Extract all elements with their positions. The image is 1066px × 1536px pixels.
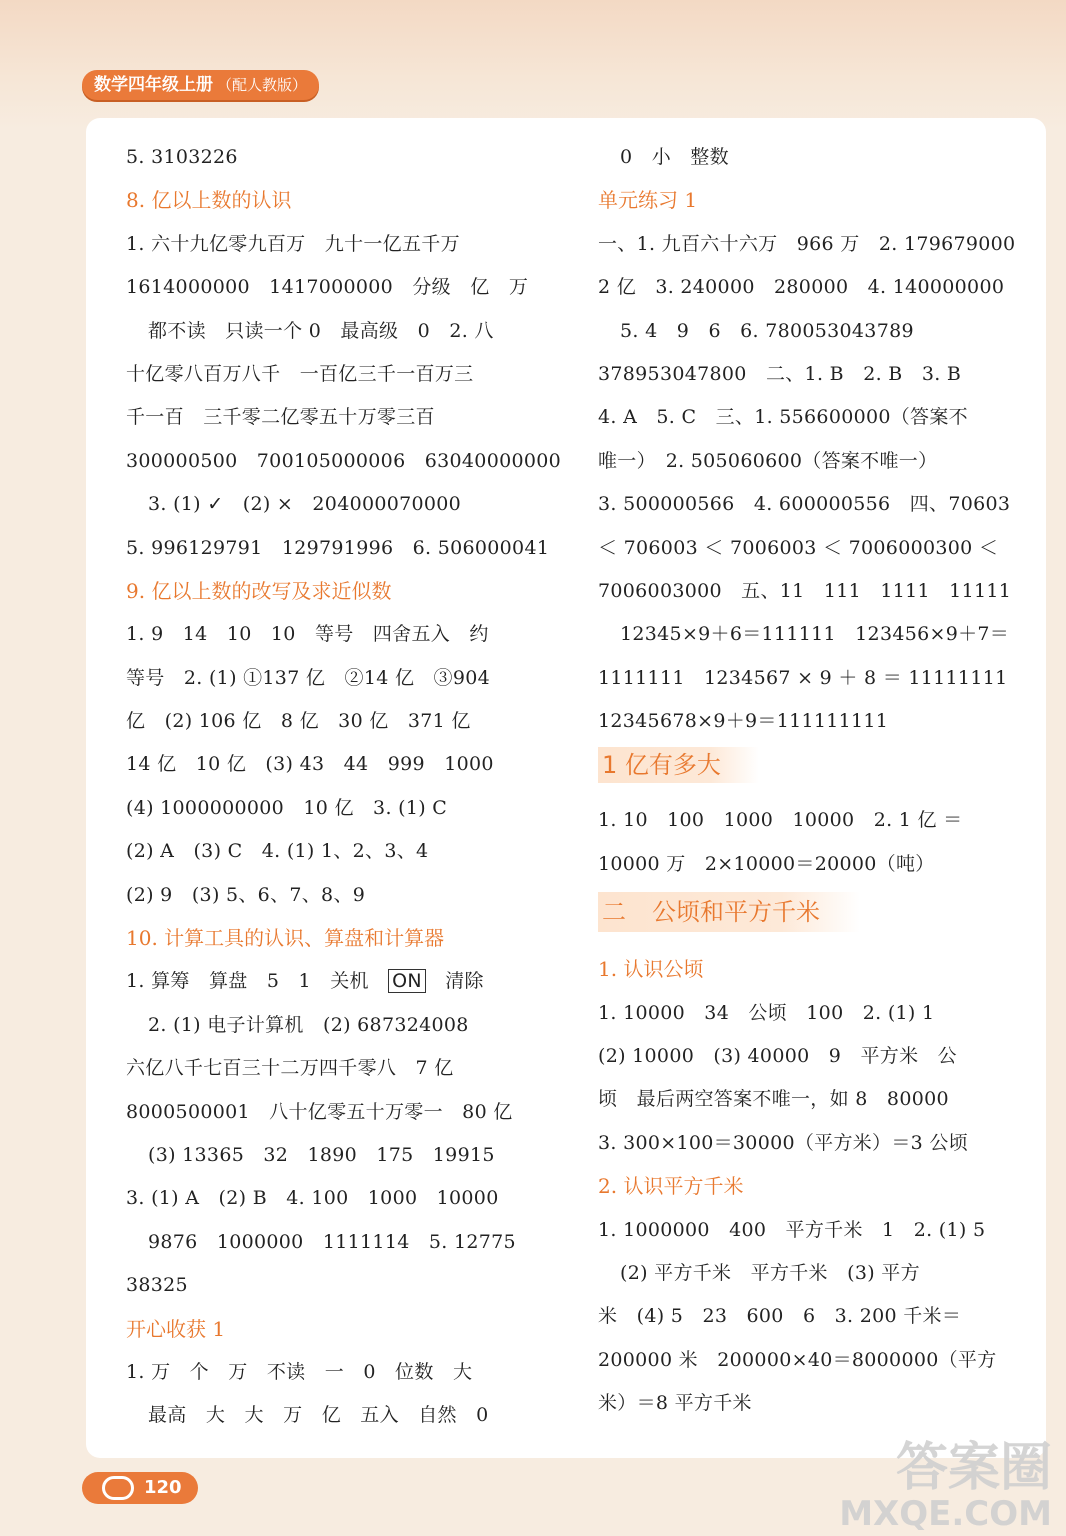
answer-line: 3. 500000566 4. 600000556 四、70603	[598, 493, 1011, 516]
answer-line: 200000 米 200000×40＝8000000（平方	[598, 1348, 997, 1371]
answer-line: 12345×9＋6＝111111 123456×9＋7＝	[620, 623, 1010, 646]
answer-line: 顷 最后两空答案不唯一，如 8 80000	[598, 1088, 949, 1111]
answer-line: 最高 大 大 万 亿 五入 自然 0	[148, 1404, 489, 1427]
answer-line: 10000 万 2×10000＝20000（吨）	[598, 852, 935, 875]
answer-line: 米）＝8 平方千米	[598, 1392, 752, 1415]
right-column	[598, 136, 1016, 1426]
answer-line: 5. 3103226	[126, 146, 238, 168]
page-badge-icon	[102, 1476, 134, 1500]
chapter-heading-row	[598, 886, 1010, 948]
section-title: 9. 亿以上数的改写及求近似数	[126, 578, 392, 603]
answer-line: 千一百 三千零二亿零五十万零三百	[126, 406, 435, 429]
answer-line: 7006003000 五、11 111 1111 11111	[598, 579, 1012, 602]
book-title: 数学四年级上册	[94, 75, 213, 95]
answer-line: 5. 4 9 6 6. 780053043789	[620, 319, 914, 342]
section-title: 开心收获 1	[126, 1316, 226, 1341]
watermark-top: 答案圈	[895, 1438, 1052, 1498]
answer-line: 1. 万 个 万 不读 一 0 位数 大	[126, 1360, 473, 1383]
answer-line: 等号 2. (1) ①137 亿 ②14 亿 ③904	[126, 666, 491, 689]
answer-line: (3) 13365 32 1890 175 19915	[148, 1143, 495, 1166]
answer-line: 1. 10 100 1000 10000 2. 1 亿 ＝	[598, 809, 963, 832]
left-column	[126, 136, 562, 1438]
answer-line: 亿 (2) 106 亿 8 亿 30 亿 371 亿	[126, 710, 471, 733]
answer-line: 1. 9 14 10 10 等号 四舍五入 约	[126, 623, 489, 646]
unit-heading-row	[598, 743, 1010, 799]
answer-line: (2) 9 (3) 5、6、7、8、9	[126, 883, 366, 906]
answer-line: 1. 1000000 400 平方千米 1 2. (1) 5	[598, 1218, 986, 1241]
section-title: 单元练习 1	[598, 188, 698, 213]
answer-line: 2. (1) 电子计算机 (2) 687324008	[148, 1013, 469, 1036]
section-title: 10. 计算工具的认识、算盘和计算器	[126, 926, 445, 951]
answer-line: (2) A (3) C 4. (1) 1、2、3、4	[126, 840, 429, 863]
watermark-bottom: MXQE.COM	[839, 1494, 1052, 1534]
answer-line: 1111111 1234567 × 9 ＋ 8 ＝ 11111111	[598, 666, 1008, 689]
section-title: 8. 亿以上数的认识	[126, 188, 292, 213]
answer-line: 14 亿 10 亿 (3) 43 44 999 1000	[126, 753, 494, 776]
section-title: 2. 认识平方千米	[598, 1174, 744, 1199]
answer-line: 300000500 700105000006 63040000000	[126, 449, 562, 472]
answer-line: 378953047800 二、1. B 2. B 3. B	[598, 362, 962, 385]
answer-line: 一、1. 九百六十六万 966 万 2. 179679000	[598, 232, 1016, 255]
book-header-tag	[82, 70, 319, 100]
answer-text: 1. 算筹 算盘 5 1 关机	[126, 970, 389, 993]
page-number-badge	[82, 1472, 198, 1504]
answer-line: 米 (4) 5 23 600 6 3. 200 千米＝	[598, 1305, 962, 1328]
answer-line: 38325	[126, 1274, 188, 1297]
on-key-label: ON	[388, 969, 426, 993]
answer-line: 9876 1000000 1111114 5. 12775	[148, 1230, 516, 1253]
answer-line: 5. 996129791 129791996 6. 506000041	[126, 536, 550, 559]
chapter-number: 二	[602, 898, 626, 927]
answer-line	[126, 960, 536, 1003]
answer-line: 2 亿 3. 240000 280000 4. 140000000	[598, 276, 1005, 299]
answer-line: (4) 1000000000 10 亿 3. (1) C	[126, 796, 448, 819]
page-number: 120	[144, 1477, 182, 1498]
section-title: 1. 认识公顷	[598, 957, 704, 982]
chapter-title: 公顷和平方千米	[652, 898, 820, 927]
unit-heading: 1 亿有多大	[598, 747, 759, 783]
answer-line: 唯一） 2. 505060600（答案不唯一）	[598, 449, 938, 472]
book-edition: （配人教版）	[217, 76, 308, 94]
answer-line: 1. 六十九亿零九百万 九十一亿五千万	[126, 232, 460, 255]
watermark	[839, 1440, 1052, 1532]
answer-line: ＜ 706003 ＜ 7006003 ＜ 7006000300 ＜	[598, 536, 999, 559]
top-band	[0, 0, 1066, 130]
answer-line: 8000500001 八十亿零五十万零一 80 亿	[126, 1100, 513, 1123]
answer-line: 4. A 5. C 三、1. 556600000（答案不	[598, 406, 968, 429]
chapter-heading	[598, 892, 860, 932]
answer-line: 都不读 只读一个 0 最高级 0 2. 八	[148, 319, 494, 342]
answer-line: 12345678×9＋9＝111111111	[598, 710, 889, 733]
answer-line: 1614000000 1417000000 分级 亿 万	[126, 276, 529, 299]
answer-line: 3. 300×100＝30000（平方米）＝3 公顷	[598, 1131, 968, 1154]
answer-line: 十亿零八百万八千 一百亿三千一百万三	[126, 362, 474, 385]
answer-line: (2) 10000 (3) 40000 9 平方米 公	[598, 1045, 957, 1068]
answer-text: 清除	[425, 970, 484, 993]
answer-line: 3. (1) ✓ (2) × 204000070000	[148, 493, 462, 516]
answer-line: 六亿八千七百三十二万四千零八 7 亿	[126, 1057, 454, 1080]
answer-line: 3. (1) A (2) B 4. 100 1000 10000	[126, 1187, 499, 1210]
answer-line: (2) 平方千米 平方千米 (3) 平方	[620, 1261, 920, 1284]
answer-line: 0 小 整数	[620, 146, 729, 168]
answer-line: 1. 10000 34 公顷 100 2. (1) 1	[598, 1001, 935, 1024]
